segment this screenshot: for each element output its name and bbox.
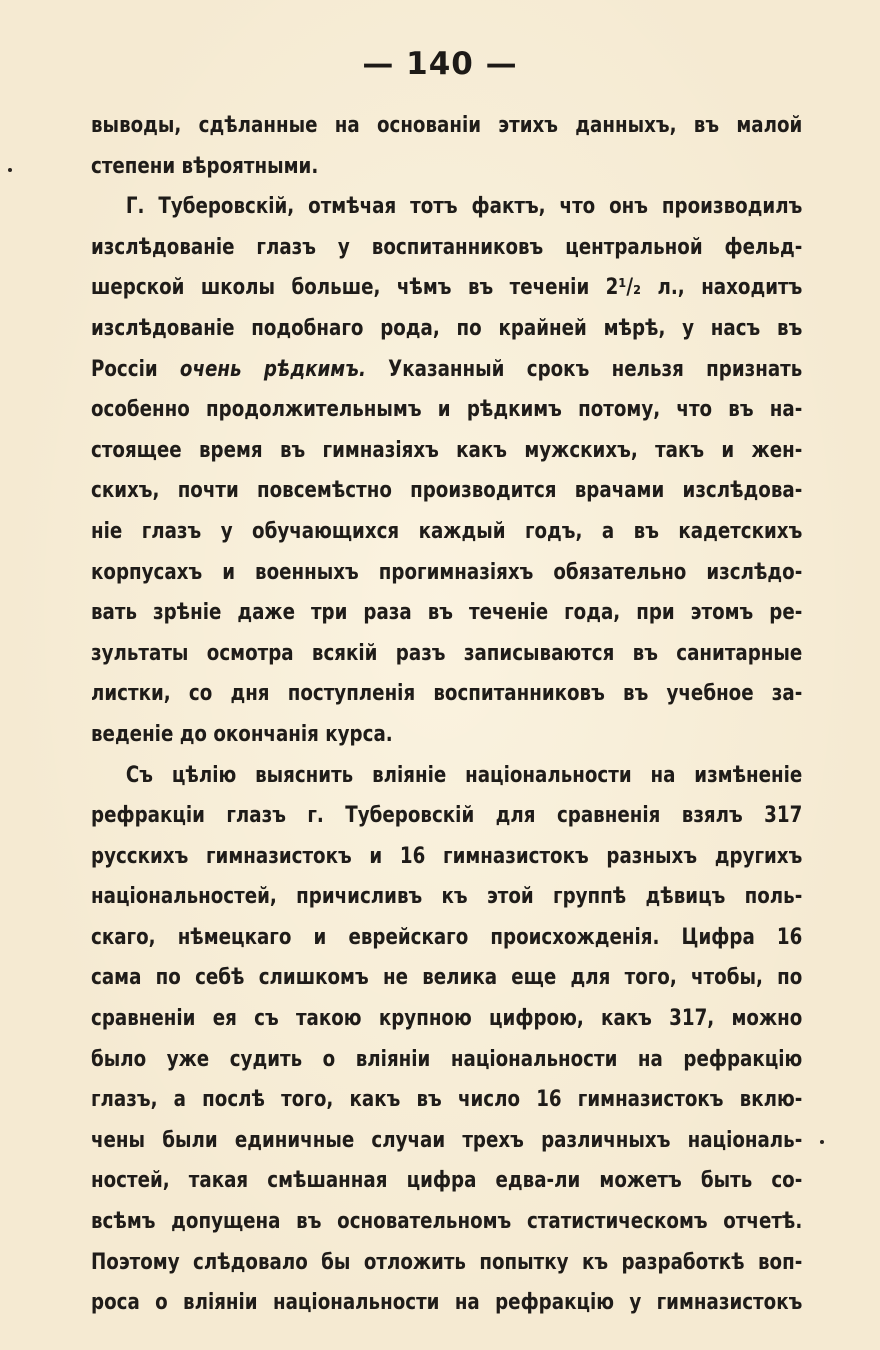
text-line: сравненіи ея съ такою крупною цифрою, какъ 317, можно <box>91 1006 803 1032</box>
text-line: ніе глазъ у обучающихся каждый годъ, а въ кадетскихъ <box>91 518 803 544</box>
text-segment: Указанный срокъ нельзя признать <box>365 356 803 382</box>
italic-emphasis: очень рѣдкимъ. <box>179 356 366 382</box>
text-line: листки, со дня поступленія воспитанниковъ въ учебное за- <box>91 681 803 707</box>
text-segment: Россіи <box>91 356 180 382</box>
text-line: стоящее время въ гимназіяхъ какъ мужскихъ, такъ и жен- <box>91 437 803 463</box>
text-line: глазъ, а послѣ того, какъ въ число 16 гимназистокъ вклю- <box>91 1087 803 1113</box>
ink-speck <box>8 168 12 172</box>
text-line: вать зрѣніе даже три раза въ теченіе года, при этомъ ре- <box>91 600 803 626</box>
text-line <box>91 350 802 391</box>
text-line: изслѣдованіе глазъ у воспитанниковъ центральной фельд- <box>91 234 803 260</box>
text-line: всѣмъ допущена въ основательномъ статистическомъ отчетѣ. <box>91 1209 803 1235</box>
page-number: — 140 — <box>362 46 518 82</box>
text-line: скаго, нѣмецкаго и еврейскаго происхожденія. Цифра 16 <box>91 924 803 950</box>
paragraph-start-line: Г. Туберовскій, отмѣчая тотъ фактъ, что онъ производилъ <box>125 194 803 220</box>
text-line: веденіе до окончанія курса. <box>91 721 393 747</box>
text-line: роса о вліяніи національности на рефракцію у гимназистокъ <box>91 1290 803 1316</box>
ink-speck <box>820 1140 824 1144</box>
text-line: корпусахъ и военныхъ прогимназіяхъ обязательно изслѣдо- <box>91 559 803 585</box>
text-line: выводы, сдѣланные на основаніи этихъ данныхъ, въ малой <box>91 113 803 138</box>
text-line: было уже судить о вліяніи національности на рефракцію <box>91 1046 803 1072</box>
text-line: національностей, причисливъ къ этой группѣ дѣвицъ поль- <box>91 884 803 910</box>
text-line: изслѣдованіе подобнаго рода, по крайней мѣрѣ, у насъ въ <box>91 315 803 341</box>
text-line: ностей, такая смѣшанная цифра едва-ли можетъ быть со- <box>91 1168 803 1194</box>
text-line: зультаты осмотра всякій разъ записываются въ санитарные <box>91 640 803 666</box>
text-line: особенно продолжительнымъ и рѣдкимъ потому, что въ на- <box>91 397 803 423</box>
text-line: рефракціи глазъ г. Туберовскій для сравненія взялъ 317 <box>91 803 803 829</box>
text-line: сама по себѣ слишкомъ не велика еще для того, чтобы, по <box>91 965 803 991</box>
text-line: шерской школы больше, чѣмъ въ теченіи 2¹/₂ л., находитъ <box>91 275 803 301</box>
text-line: чены были единичные случаи трехъ различныхъ національ- <box>91 1127 803 1153</box>
text-line: русскихъ гимназистокъ и 16 гимназистокъ разныхъ другихъ <box>91 843 803 869</box>
text-line: степени вѣроятными. <box>91 153 319 179</box>
body-text <box>91 106 802 1324</box>
text-line: Поэтому слѣдовало бы отложить попытку къ разработкѣ воп- <box>91 1249 803 1275</box>
text-line: скихъ, почти повсемѣстно производится врачами изслѣдова- <box>91 478 803 504</box>
paragraph-start-line: Съ цѣлію выяснить вліяніе національности на измѣненіе <box>125 762 803 788</box>
